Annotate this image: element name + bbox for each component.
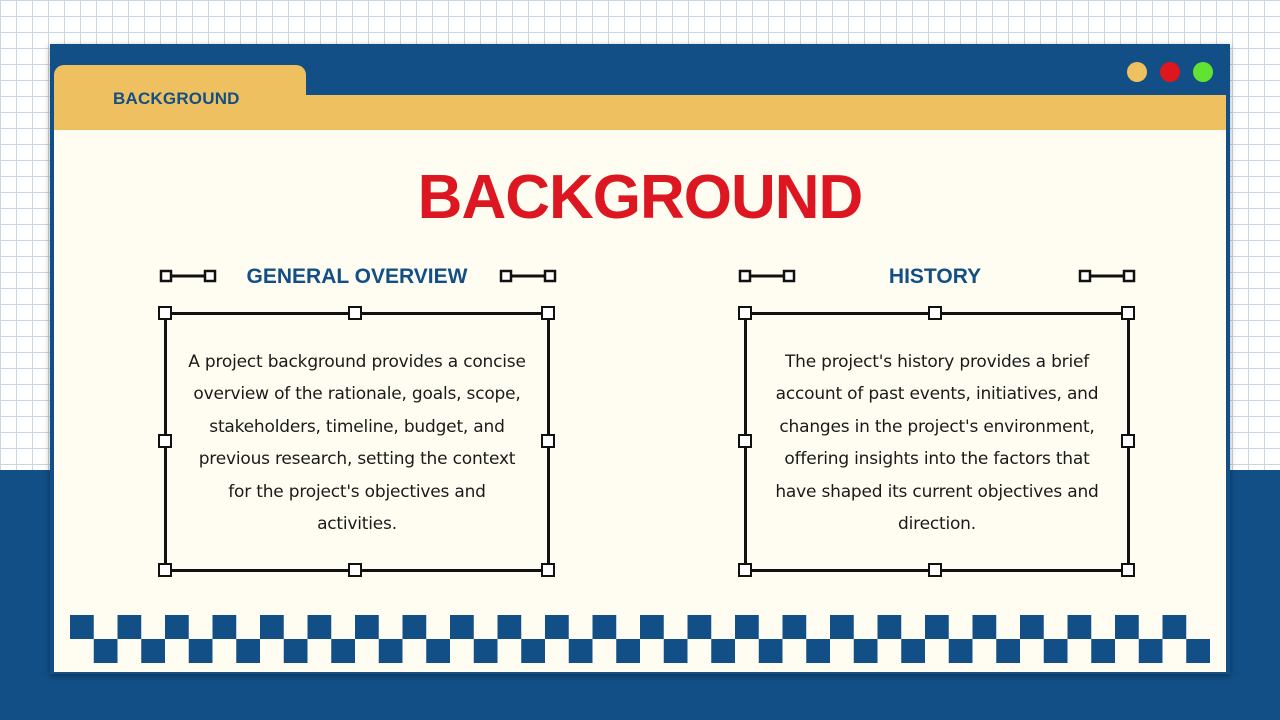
section-body: A project background provides a concise overview of the rationale, goals, scope, stakeholders, timeline, budget, and previous research, setting the context for the project's objectives and activities.	[188, 352, 526, 535]
close-dot-icon[interactable]	[1160, 62, 1180, 82]
resize-handle-icon[interactable]	[1121, 563, 1135, 577]
checker-square	[213, 615, 237, 639]
checker-square	[260, 615, 284, 639]
resize-handle-icon[interactable]	[738, 563, 752, 577]
tab-label: BACKGROUND	[113, 89, 240, 108]
checkerboard-border	[70, 615, 1210, 663]
checker-square	[830, 615, 854, 639]
checker-square	[498, 615, 522, 639]
checker-square	[925, 615, 949, 639]
checker-square	[949, 639, 973, 663]
checker-square	[308, 615, 332, 639]
checker-square	[593, 615, 617, 639]
resize-handle-icon[interactable]	[928, 563, 942, 577]
checker-square	[1115, 615, 1139, 639]
resize-handle-icon[interactable]	[928, 306, 942, 320]
connector-left-a-icon	[158, 268, 218, 286]
checker-square	[1186, 639, 1210, 663]
resize-handle-icon[interactable]	[738, 306, 752, 320]
resize-handle-icon[interactable]	[348, 563, 362, 577]
checker-square	[878, 615, 902, 639]
checker-square	[118, 615, 142, 639]
checker-square	[735, 615, 759, 639]
checker-square	[616, 639, 640, 663]
resize-handle-icon[interactable]	[1121, 434, 1135, 448]
resize-handle-icon[interactable]	[158, 306, 172, 320]
checker-square	[94, 639, 118, 663]
checker-square	[236, 639, 260, 663]
checker-square	[189, 639, 213, 663]
resize-handle-icon[interactable]	[1121, 306, 1135, 320]
checker-square	[70, 615, 94, 639]
checker-square	[1139, 639, 1163, 663]
checker-square	[284, 639, 308, 663]
checker-square	[1163, 615, 1187, 639]
checker-square	[379, 639, 403, 663]
connector-right-a-icon	[737, 268, 797, 286]
resize-handle-icon[interactable]	[348, 306, 362, 320]
resize-handle-icon[interactable]	[541, 434, 555, 448]
checker-square	[1091, 639, 1115, 663]
checker-square	[141, 639, 165, 663]
checker-square	[545, 615, 569, 639]
checker-square	[1044, 639, 1068, 663]
resize-handle-icon[interactable]	[541, 306, 555, 320]
checker-square	[165, 615, 189, 639]
checker-square	[569, 639, 593, 663]
section-body: The project's history provides a brief account of past events, initiatives, and changes in the project's environment, offering insights into the factors that have shaped its current objectives and direction.	[775, 352, 1099, 535]
checker-square	[1020, 615, 1044, 639]
checker-square	[640, 615, 664, 639]
checker-square	[331, 639, 355, 663]
section-heading: GENERAL OVERVIEW	[246, 265, 468, 288]
checker-square	[403, 615, 427, 639]
checker-square	[1068, 615, 1092, 639]
minimize-dot-icon[interactable]	[1127, 62, 1147, 82]
checker-square	[664, 639, 688, 663]
resize-handle-icon[interactable]	[738, 434, 752, 448]
checker-square	[711, 639, 735, 663]
page-title: BACKGROUND	[417, 163, 863, 232]
checker-square	[806, 639, 830, 663]
checker-square	[759, 639, 783, 663]
checker-square	[688, 615, 712, 639]
checker-square	[474, 639, 498, 663]
resize-handle-icon[interactable]	[158, 434, 172, 448]
resize-handle-icon[interactable]	[158, 563, 172, 577]
checker-square	[355, 615, 379, 639]
connector-right-b-icon	[1077, 268, 1137, 286]
checker-square	[450, 615, 474, 639]
checker-square	[973, 615, 997, 639]
section-heading: HISTORY	[888, 265, 982, 288]
checker-square	[854, 639, 878, 663]
checker-square	[521, 639, 545, 663]
connector-left-b-icon	[498, 268, 558, 286]
checker-square	[901, 639, 925, 663]
checker-square	[996, 639, 1020, 663]
checker-square	[783, 615, 807, 639]
checker-square	[426, 639, 450, 663]
maximize-dot-icon[interactable]	[1193, 62, 1213, 82]
resize-handle-icon[interactable]	[541, 563, 555, 577]
